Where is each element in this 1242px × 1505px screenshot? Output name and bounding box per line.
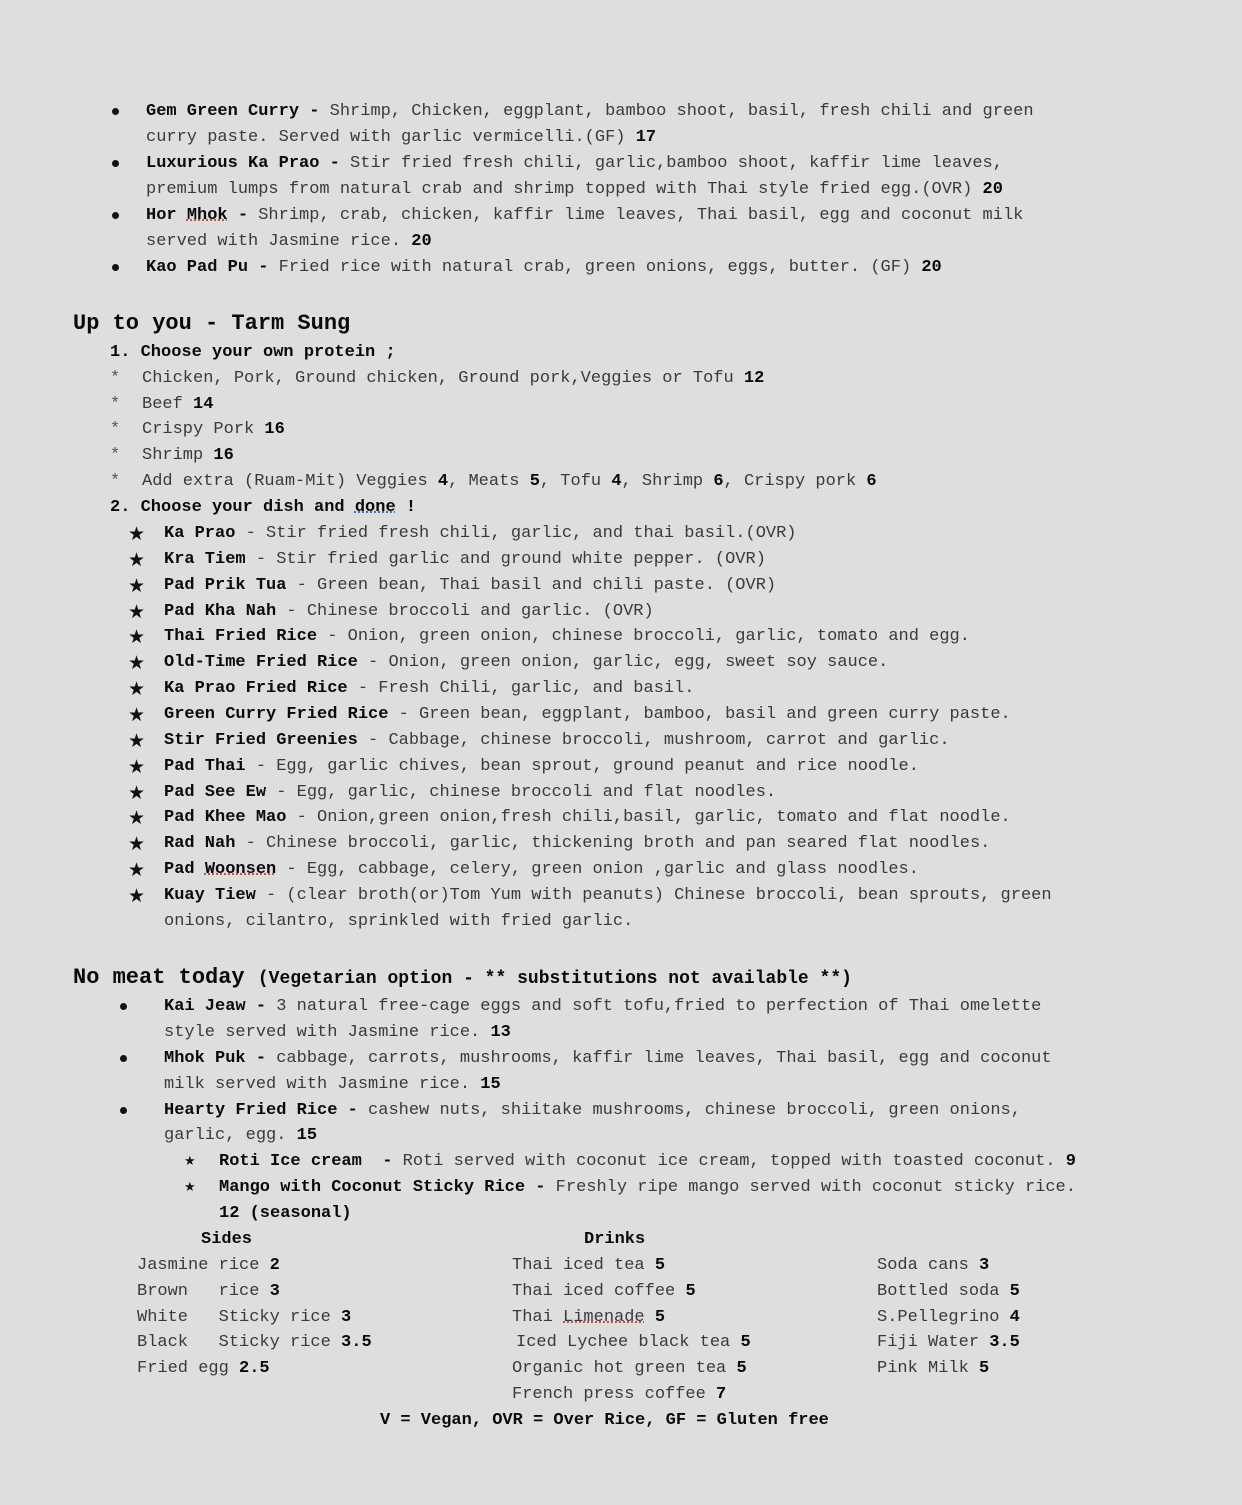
price: 16 <box>213 446 234 465</box>
price: 5 <box>740 1333 751 1352</box>
item-label: Organic hot green tea <box>512 1359 737 1378</box>
dish-desc: - Onion, green onion, garlic, egg, sweet soy sauce. <box>357 653 889 672</box>
price: 4 <box>1009 1308 1020 1327</box>
step-heading <box>110 498 416 518</box>
bullet-icon <box>112 160 119 167</box>
separator: - <box>248 258 279 277</box>
price: 17 <box>635 128 657 147</box>
dessert-desc: Roti served with coconut ice cream, topped with toasted coconut. <box>402 1152 1066 1171</box>
dish-option <box>164 860 919 880</box>
menu-item-name: Luxurious Ka Prao <box>146 154 320 173</box>
step-text: done <box>354 498 396 517</box>
separator: - <box>525 1178 556 1197</box>
dish-option <box>164 808 1011 828</box>
item-label: Limenade <box>563 1308 645 1327</box>
step-text: ! <box>395 498 417 517</box>
separator: - <box>245 997 277 1016</box>
separator: - <box>372 1152 403 1171</box>
legend: V = Vegan, OVR = Over Rice, GF = Gluten free <box>380 1411 829 1430</box>
menu-item-description <box>146 232 432 252</box>
name-part: Hor <box>146 206 187 225</box>
price: 9 <box>1065 1152 1076 1171</box>
dish-desc: - Egg, garlic chives, bean sprout, ground peanut and rice noodle. <box>245 757 919 776</box>
item-label <box>645 1308 655 1327</box>
menu-item-name: Kao Pad Pu <box>146 258 249 277</box>
star-icon: ★ <box>128 652 146 674</box>
dish-option <box>164 705 1011 725</box>
menu-item-name: Kai Jeaw <box>164 997 246 1016</box>
drink-item <box>877 1333 1020 1353</box>
dessert-name: Roti Ice cream <box>219 1152 373 1171</box>
dish-option <box>164 731 950 751</box>
price: 5 <box>654 1256 666 1275</box>
asterisk-icon: * <box>110 420 121 439</box>
dish-option <box>164 834 990 854</box>
menu-item-description <box>146 128 656 148</box>
dish-name: Pad Prik Tua <box>164 576 287 595</box>
star-icon: ★ <box>128 601 146 623</box>
price: 5 <box>736 1359 747 1378</box>
protein-label: Chicken, Pork, Ground chicken, Ground pork,Veggies or Tofu <box>142 369 744 388</box>
price: 20 <box>921 258 942 277</box>
dish-name: Pad See Ew <box>164 783 267 802</box>
star-icon: ★ <box>128 678 146 700</box>
price: 13 <box>490 1023 511 1042</box>
price: 6 <box>866 472 877 491</box>
section-subtitle: (Vegetarian option - ** substitutions not available **) <box>257 969 852 989</box>
price: 6 <box>713 472 724 491</box>
menu-item-description <box>146 180 1003 200</box>
price: 4 <box>611 472 622 491</box>
drink-item <box>877 1359 989 1379</box>
dish-desc: - Chinese broccoli, garlic, thickening broth and pan seared flat noodles. <box>235 834 991 853</box>
price: 15 <box>296 1126 318 1145</box>
step-heading: 1. Choose your own protein ; <box>110 343 396 362</box>
menu-item-description <box>164 1126 317 1146</box>
protein-option <box>142 395 213 415</box>
bullet-icon <box>112 264 119 271</box>
price: 5 <box>654 1308 666 1327</box>
dish-name: Kra Tiem <box>164 550 246 569</box>
item-label: Soda cans <box>877 1256 980 1275</box>
price: 5 <box>979 1359 990 1378</box>
star-icon: ★ <box>128 756 146 778</box>
menu-item-description <box>164 1049 1052 1069</box>
star-icon: ★ <box>128 885 146 907</box>
star-icon: ★ <box>128 626 146 648</box>
small-star-icon: ★ <box>184 1154 196 1169</box>
extra-label: , Tofu <box>539 472 612 491</box>
dish-option <box>164 524 797 544</box>
price: 12 (seasonal) <box>219 1204 352 1223</box>
separator: - <box>245 1049 277 1068</box>
bullet-icon <box>120 1055 127 1062</box>
desc-line: Stir fried fresh chili, garlic,bamboo shoot, kaffir lime leaves, <box>350 154 1003 173</box>
dish-desc: - Green bean, eggplant, bamboo, basil and green curry paste. <box>388 705 1011 724</box>
star-icon: ★ <box>128 833 146 855</box>
dish-option <box>164 602 654 622</box>
price: 4 <box>437 472 449 491</box>
dish-name: Ka Prao Fried Rice <box>164 679 348 698</box>
desc-line: curry paste. Served with garlic vermicelli.(GF) <box>146 128 636 147</box>
extra-label: , Crispy pork <box>723 472 867 491</box>
dish-option <box>164 576 776 596</box>
dish-option <box>164 627 970 647</box>
price: 2.5 <box>239 1359 270 1378</box>
desc-line: cashew nuts, shiitake mushrooms, chinese broccoli, green onions, <box>368 1101 1021 1120</box>
desc-line: 3 natural free-cage eggs and soft tofu,fried to perfection of Thai omelette <box>276 997 1042 1016</box>
item-label: Thai iced coffee <box>512 1282 686 1301</box>
item-label: S.Pellegrino <box>877 1308 1010 1327</box>
item-label: Jasmine rice <box>137 1256 270 1275</box>
item-label: Fiji Water <box>877 1333 990 1352</box>
price: 3 <box>341 1308 352 1327</box>
protein-option <box>142 446 234 466</box>
price: 15 <box>480 1075 501 1094</box>
extra-label: , Shrimp <box>621 472 714 491</box>
extra-option <box>142 472 877 492</box>
dish-desc-cont: onions, cilantro, sprinkled with fried garlic. <box>164 912 634 931</box>
menu-item-description <box>146 206 1023 226</box>
dish-desc: - Green bean, Thai basil and chili paste. (OVR) <box>286 576 777 595</box>
desc-line: Shrimp, crab, chicken, kaffir lime leaves, Thai basil, egg and coconut milk <box>258 206 1024 225</box>
dish-name: Ka Prao <box>164 524 236 543</box>
desc-line: style served with Jasmine rice. <box>164 1023 491 1042</box>
dish-name: Kuay Tiew <box>164 886 256 905</box>
price: 2 <box>269 1256 280 1275</box>
menu-item-description <box>164 997 1041 1017</box>
side-item <box>137 1282 280 1302</box>
price: 12 <box>743 369 765 388</box>
price: 7 <box>716 1385 727 1404</box>
side-item <box>137 1308 351 1328</box>
dish-name: Pad Kha Nah <box>164 602 277 621</box>
menu-item-name: Mhok Puk <box>164 1049 246 1068</box>
menu-item-name: Hearty Fried Rice <box>164 1101 338 1120</box>
dessert-item <box>219 1152 1076 1172</box>
name-part: Woonsen <box>204 860 277 879</box>
drink-item <box>512 1308 665 1328</box>
drink-item <box>512 1256 665 1276</box>
price: 3.5 <box>989 1333 1020 1352</box>
sides-title: Sides <box>201 1230 253 1249</box>
protein-label: Shrimp <box>142 446 214 465</box>
side-item <box>137 1256 280 1276</box>
star-icon: ★ <box>128 523 146 545</box>
name-part: Mhok <box>186 206 228 225</box>
star-icon: ★ <box>128 730 146 752</box>
separator: - <box>227 206 259 225</box>
asterisk-icon: * <box>110 369 121 388</box>
drink-item <box>512 1359 747 1379</box>
price: 5 <box>529 472 540 491</box>
item-label: Black Sticky rice <box>137 1333 342 1352</box>
drink-item <box>516 1333 751 1353</box>
dish-option <box>164 653 888 673</box>
section-title-text: No meat today <box>73 965 258 990</box>
dish-desc: - Cabbage, chinese broccoli, mushroom, carrot and garlic. <box>357 731 950 750</box>
price: 3 <box>979 1256 990 1275</box>
item-label: Pink Milk <box>877 1359 980 1378</box>
drink-item <box>512 1282 696 1302</box>
dish-name: Green Curry Fried Rice <box>164 705 389 724</box>
small-star-icon: ★ <box>184 1180 196 1195</box>
protein-label: Crispy Pork <box>142 420 265 439</box>
bullet-icon <box>120 1003 127 1010</box>
dessert-name: Mango with Coconut Sticky Rice <box>219 1178 526 1197</box>
star-icon: ★ <box>128 807 146 829</box>
dish-desc: - Onion, green onion, chinese broccoli, garlic, tomato and egg. <box>317 627 970 646</box>
item-label: Brown rice <box>137 1282 270 1301</box>
dish-desc: - (clear broth(or)Tom Yum with peanuts) Chinese broccoli, bean sprouts, green <box>255 886 1052 905</box>
star-icon: ★ <box>128 575 146 597</box>
dish-name: Pad Khee Mao <box>164 808 287 827</box>
separator: - <box>319 154 351 173</box>
dish-name: Pad Thai <box>164 757 246 776</box>
drink-item <box>877 1282 1020 1302</box>
dish-desc: - Stir fried garlic and ground white pepper. (OVR) <box>245 550 766 569</box>
asterisk-icon: * <box>110 395 121 414</box>
dessert-desc: Freshly ripe mango served with coconut sticky rice. <box>555 1178 1076 1197</box>
menu-item-description <box>164 1075 501 1095</box>
bullet-icon <box>112 212 119 219</box>
dish-option <box>164 550 766 570</box>
desc-line: cabbage, carrots, mushrooms, kaffir lime leaves, Thai basil, egg and coconut <box>276 1049 1052 1068</box>
price: 16 <box>264 420 285 439</box>
dish-name: Stir Fried Greenies <box>164 731 358 750</box>
price: 3.5 <box>341 1333 372 1352</box>
menu-item-name: Gem Green Curry <box>146 102 300 121</box>
drink-item <box>877 1256 989 1276</box>
star-icon: ★ <box>128 782 146 804</box>
desc-line: Fried rice with natural crab, green onions, eggs, butter. (GF) <box>278 258 922 277</box>
item-label: White Sticky rice <box>137 1308 342 1327</box>
dish-option <box>164 757 919 777</box>
name-part: Pad <box>164 860 205 879</box>
star-icon: ★ <box>128 859 146 881</box>
dish-desc: - Stir fried fresh chili, garlic, and thai basil.(OVR) <box>235 524 797 543</box>
desc-line: premium lumps from natural crab and shrimp topped with Thai style fried egg.(OVR) <box>146 180 983 199</box>
desc-line: served with Jasmine rice. <box>146 232 412 251</box>
protein-label: Beef <box>142 395 194 414</box>
dish-option <box>164 783 776 803</box>
item-label: Iced Lychee black tea <box>516 1333 741 1352</box>
dish-desc: - Fresh Chili, garlic, and basil. <box>347 679 695 698</box>
protein-option <box>142 420 285 440</box>
menu-item-description <box>164 1023 511 1043</box>
side-item <box>137 1359 270 1379</box>
drink-item <box>512 1385 726 1405</box>
item-label: Thai <box>512 1308 564 1327</box>
menu-item-description <box>146 102 1034 122</box>
section-title: Up to you - Tarm Sung <box>73 311 351 336</box>
separator: - <box>337 1101 369 1120</box>
item-label: Bottled soda <box>877 1282 1010 1301</box>
section-title <box>73 965 852 992</box>
price: 5 <box>1009 1282 1020 1301</box>
dish-name <box>164 860 276 879</box>
asterisk-icon: * <box>110 446 121 465</box>
dish-desc: - Egg, cabbage, celery, green onion ,garlic and glass noodles. <box>276 860 919 879</box>
dish-desc: - Egg, garlic, chinese broccoli and flat noodles. <box>266 783 777 802</box>
item-label: French press coffee <box>512 1385 717 1404</box>
dish-desc: - Chinese broccoli and garlic. (OVR) <box>276 602 654 621</box>
drink-item <box>877 1308 1020 1328</box>
menu-item-description <box>146 154 1003 174</box>
dish-option <box>164 679 695 699</box>
desc-line: Shrimp, Chicken, eggplant, bamboo shoot, basil, fresh chili and green <box>329 102 1034 121</box>
protein-option <box>142 369 764 389</box>
step-text: 2. Choose your dish and <box>110 498 355 517</box>
extra-label: , Meats <box>448 472 530 491</box>
bullet-icon <box>120 1107 127 1114</box>
price: 20 <box>411 232 432 251</box>
menu-item-name <box>146 206 228 225</box>
price: 3 <box>269 1282 280 1301</box>
drinks-title: Drinks <box>584 1230 646 1249</box>
dessert-item <box>219 1178 1076 1198</box>
star-icon: ★ <box>128 704 146 726</box>
asterisk-icon: * <box>110 472 121 491</box>
star-icon: ★ <box>128 549 146 571</box>
extra-label: Add extra (Ruam-Mit) Veggies <box>142 472 438 491</box>
menu-item-description <box>164 1101 1021 1121</box>
item-label: Thai iced tea <box>512 1256 655 1275</box>
dish-name: Old-Time Fried Rice <box>164 653 358 672</box>
price: 5 <box>685 1282 696 1301</box>
bullet-icon <box>112 108 119 115</box>
dish-desc: - Onion,green onion,fresh chili,basil, garlic, tomato and flat noodle. <box>286 808 1011 827</box>
price: 20 <box>982 180 1003 199</box>
dish-name: Thai Fried Rice <box>164 627 318 646</box>
item-label: Fried egg <box>137 1359 240 1378</box>
menu-item-description <box>146 258 942 278</box>
desc-line: milk served with Jasmine rice. <box>164 1075 481 1094</box>
separator: - <box>299 102 330 121</box>
desc-line: garlic, egg. <box>164 1126 297 1145</box>
dish-name: Rad Nah <box>164 834 236 853</box>
side-item <box>137 1333 372 1353</box>
price: 14 <box>193 395 214 414</box>
dish-option <box>164 886 1052 906</box>
